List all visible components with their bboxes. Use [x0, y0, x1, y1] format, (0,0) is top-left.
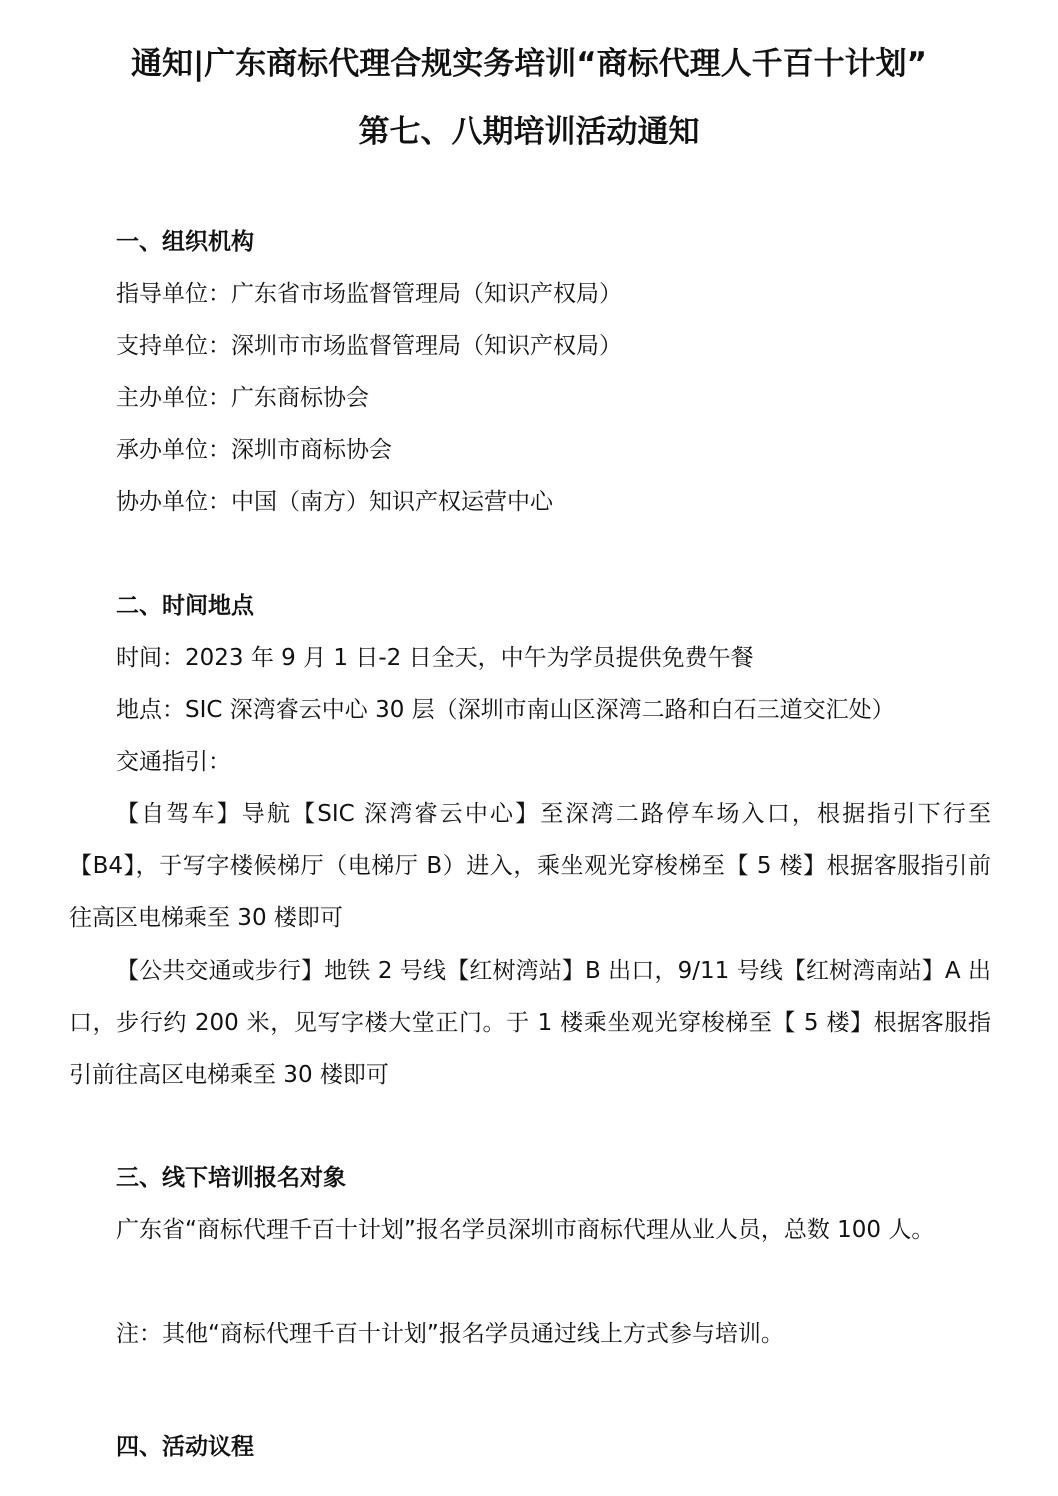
- section-4-heading: 四、活动议程: [116, 1434, 254, 1460]
- section-3-heading: 三、线下培训报名对象: [116, 1165, 346, 1191]
- traffic-transit-paragraph: 【公共交通或步行】地铁 2 号线【红树湾站】B 出口，9/11 号线【红树湾南站】A 出口，步行约 200 米，见写字楼大堂正门。于 1 楼乘坐观光穿梭梯至【 5 楼】根据客服指引前往高区电梯乘至 30 楼即可: [69, 958, 991, 1088]
- section-2-heading: 二、时间地点: [116, 593, 254, 619]
- document-title-line-2: 第七、八期培训活动通知: [358, 114, 700, 150]
- document-title-line-1: 通知|广东商标代理合规实务培训“商标代理人千百十计划”: [130, 46, 928, 82]
- event-time: 时间：2023 年 9 月 1 日-2 日全天，中午为学员提供免费午餐: [116, 645, 754, 671]
- traffic-label: 交通指引：: [116, 749, 231, 775]
- traffic-drive-paragraph: 【自驾车】导航【SIC 深湾睿云中心】至深湾二路停车场入口，根据指引下行至【B4】，于写字楼候梯厅（电梯厅 B）进入，乘坐观光穿梭梯至【 5 楼】根据客服指引前往高区电梯乘至 30 楼即可: [69, 801, 991, 931]
- org-organizer-unit: 承办单位：深圳市商标协会: [116, 437, 392, 463]
- org-co-organizer-unit: 协办单位：中国（南方）知识产权运营中心: [116, 489, 553, 515]
- training-note: 注：其他“商标代理千百十计划”报名学员通过线上方式参与培训。: [116, 1321, 784, 1347]
- section-1-heading: 一、组织机构: [116, 229, 254, 255]
- org-supporting-unit: 支持单位：深圳市市场监督管理局（知识产权局）: [116, 333, 622, 359]
- event-place: 地点：SIC 深湾睿云中心 30 层（深圳市南山区深湾二路和白石三道交汇处）: [116, 697, 895, 723]
- training-target-paragraph: 广东省“商标代理千百十计划”报名学员深圳市商标代理从业人员，总数 100 人。: [116, 1217, 935, 1243]
- org-guiding-unit: 指导单位：广东省市场监督管理局（知识产权局）: [116, 281, 622, 307]
- org-host-unit: 主办单位：广东商标协会: [116, 385, 369, 411]
